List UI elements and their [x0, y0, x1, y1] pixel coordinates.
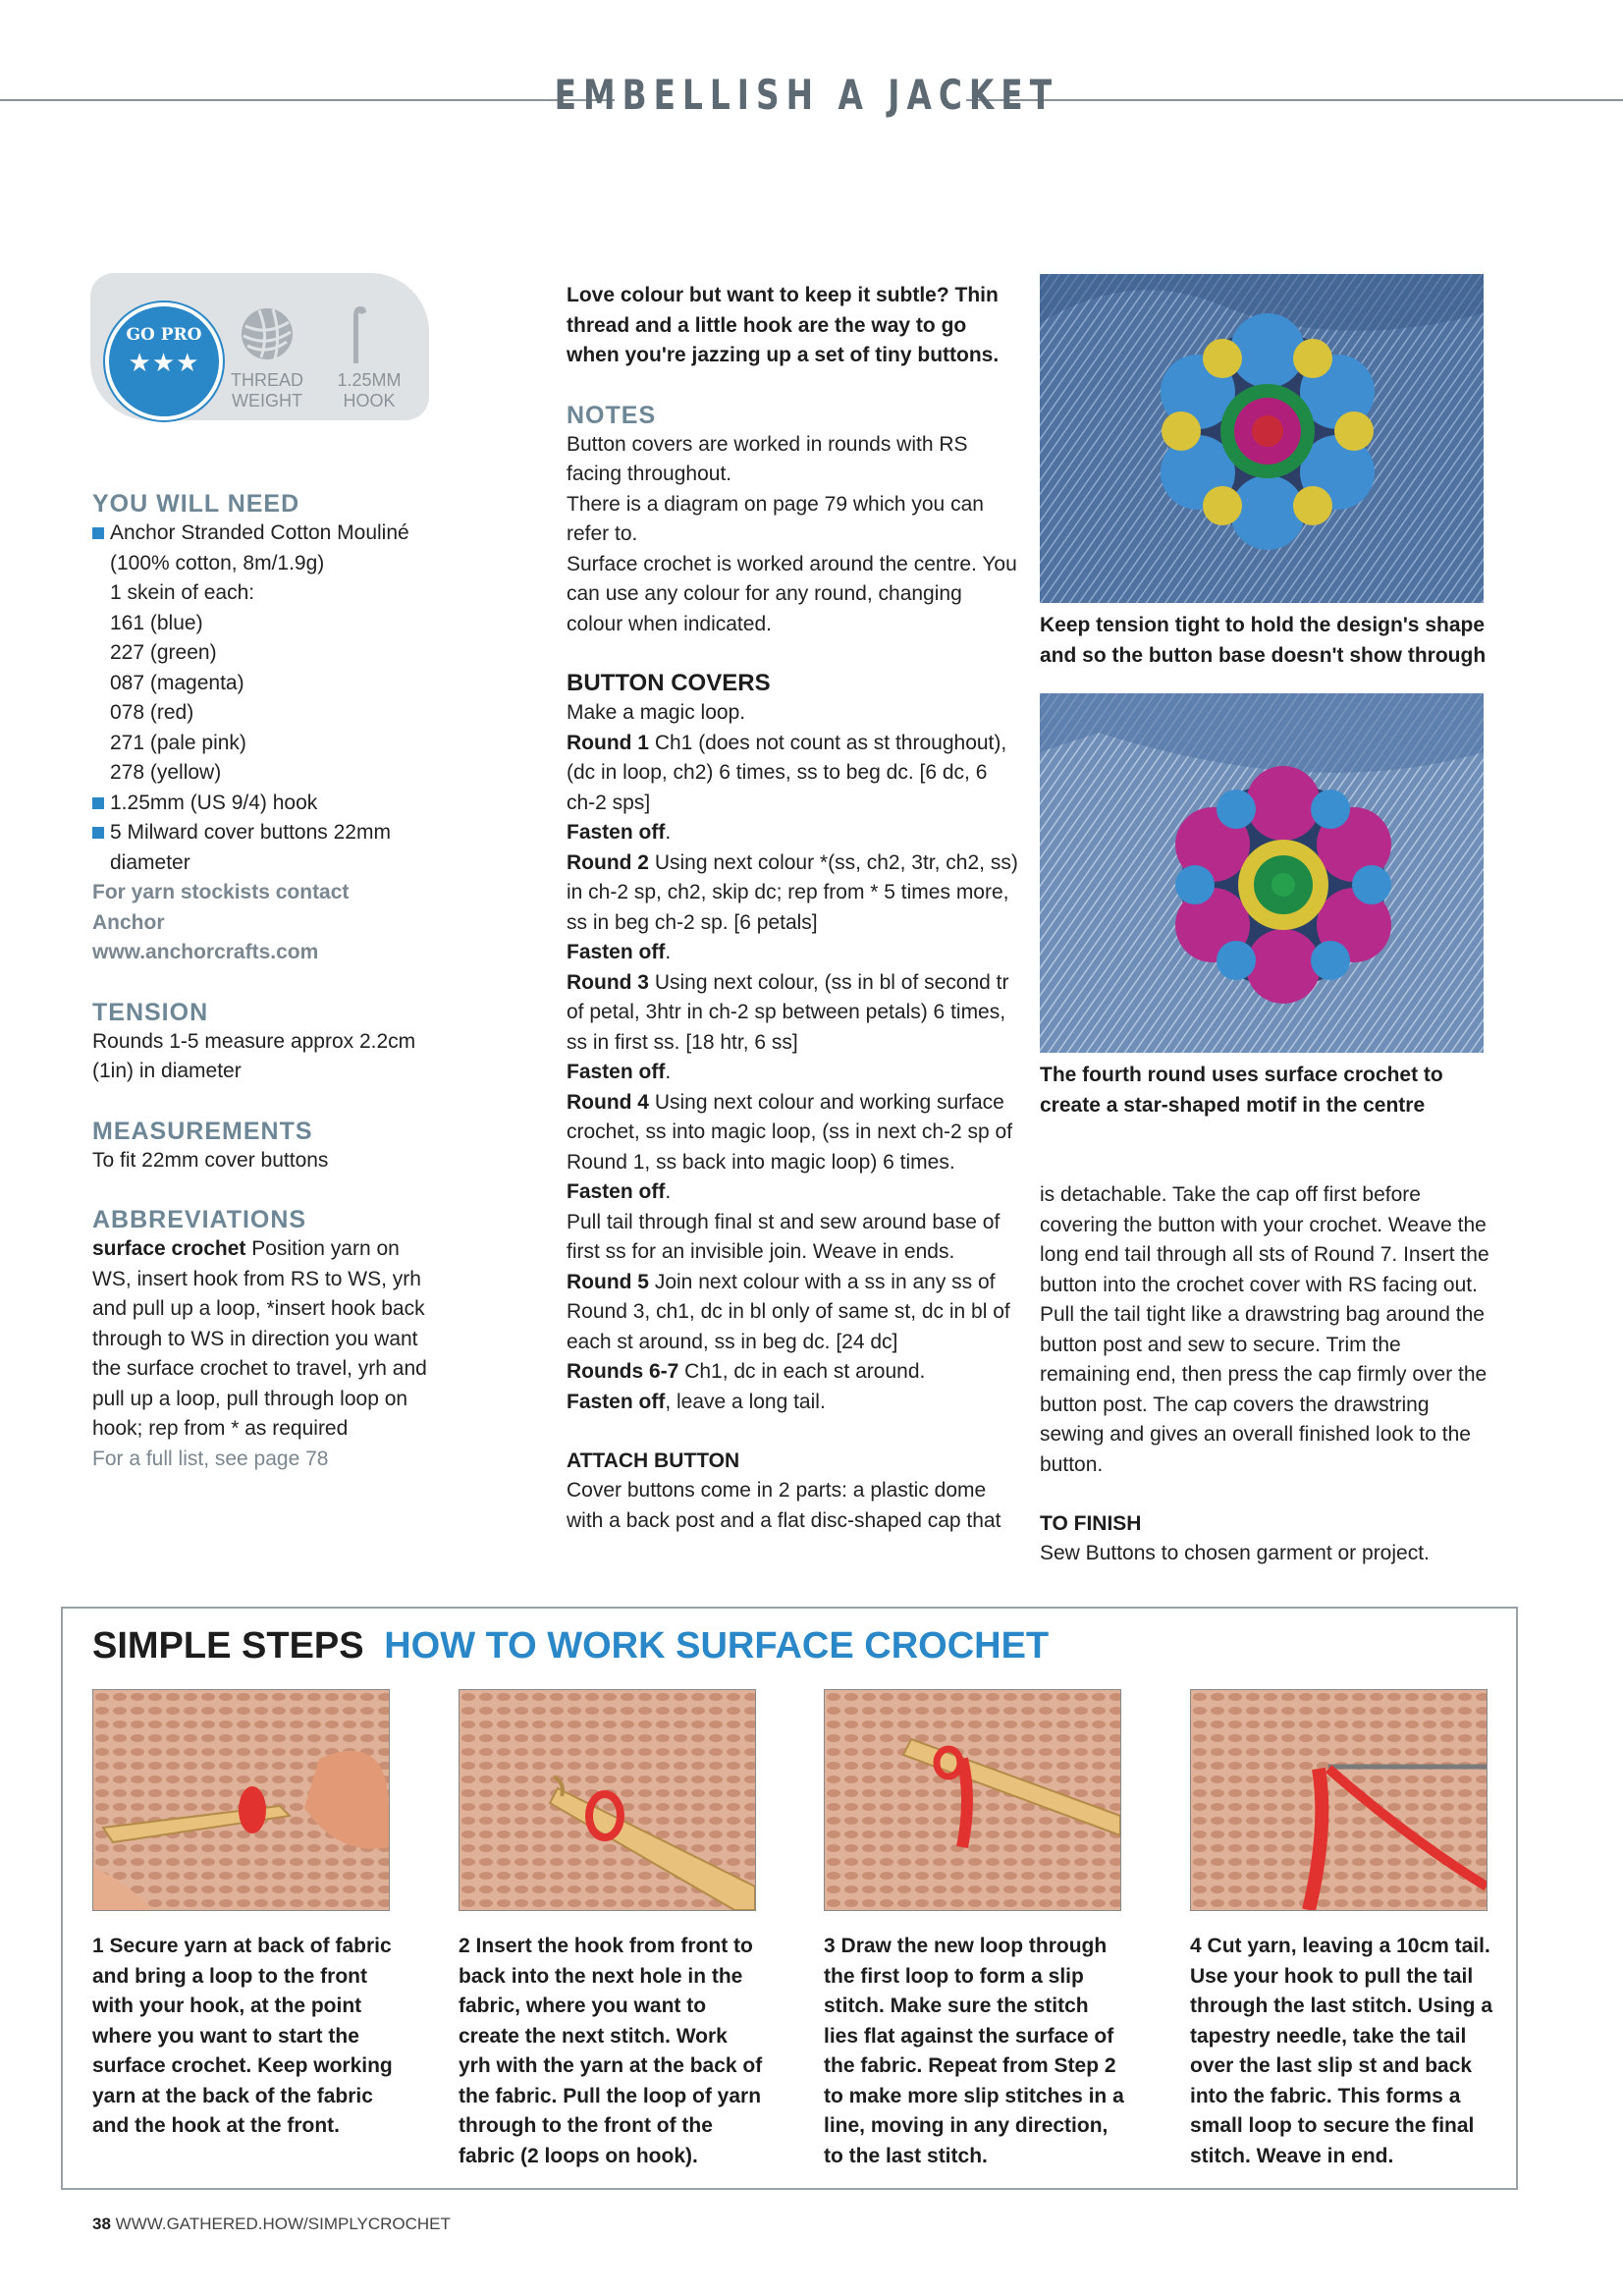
page-title: EMBELLISH A JACKET: [554, 71, 1059, 119]
yarn-ball-icon: [240, 306, 295, 361]
measurements-text: To fit 22mm cover buttons: [92, 1148, 329, 1172]
round-1: Round 1 Ch1 (does not count as st throughout), (dc in loop, ch2) 6 times, ss to beg dc. [6 dc, 6 ch-2 sps]: [567, 731, 1007, 814]
middle-column: [567, 281, 1018, 1536]
colour-item: 161 (blue): [110, 611, 203, 634]
left-column: [92, 489, 441, 1474]
measurements-heading: MEASUREMENTS: [92, 1117, 313, 1145]
hook-size-label: 1.25MM HOOK: [337, 370, 402, 410]
notes-text: There is a diagram on page 79 which you can refer to.: [567, 492, 984, 545]
intro-text: Love colour but want to keep it subtle? Thin thread and a little hook are the way to go when you're jazzing up a set of tiny buttons.: [567, 284, 1000, 366]
step-text-4: 4 Cut yarn, leaving a 10cm tail. Use your hook to pull the tail through the last stitch. Using a tapestry needle, take the tail over the last slip st and back into the fabric. This forms a small loop to secure the final stitch. Weave in end.: [1190, 1935, 1493, 2167]
fasten-off: Fasten off.: [567, 1180, 672, 1203]
to-finish-heading: TO FINISH: [1040, 1512, 1142, 1535]
round-4: Round 4 Using next colour and working surface crochet, ss into magic loop, (ss in next ch-2 sp of Round 1, ss back into magic loop) 6 times.: [567, 1090, 1013, 1174]
fasten-off: Fasten off.: [567, 1061, 672, 1083]
page-footer: [92, 2214, 451, 2234]
round-5: Round 5 Join next colour with a ss in any ss of Round 3, ch1, dc in bl only of same st, dc in bl of each st around, ss in beg dc. [24 dc]: [567, 1270, 1010, 1353]
steps-title-b: HOW TO WORK SURFACE CROCHET: [384, 1625, 1050, 1667]
skein-note: 1 skein of each:: [110, 581, 255, 604]
button-photo-blue: [1040, 274, 1484, 603]
step-image-1: [92, 1689, 390, 1911]
go-pro-badge: [105, 302, 223, 420]
button-photo-pink: [1040, 693, 1484, 1053]
step-image-3: [824, 1689, 1121, 1911]
attach-button-continued: is detachable. Take the cap off first before covering the button with your crochet. Weave the long end tail through all sts of Round 7. Insert the button into the crochet cover with RS facing out. Pull the tail tight like a drawstring bag around the button post and sew to secure. Trim the remaining end, then press the cap firmly over the button post. The cap covers the drawstring sewing and gives an overall finished look to the button.: [1040, 1183, 1489, 1476]
attach-button-heading: ATTACH BUTTON: [567, 1449, 740, 1472]
step-image-4: [1190, 1689, 1488, 1911]
step-text-2: 2 Insert the hook from front to back into the next hole in the fabric, where you want to create the next stitch. Work yrh with the yarn at the back of the fabric. Pull the loop of yarn through to the front of the fabric (2 loops on hook).: [459, 1935, 763, 2167]
go-pro-label: GO PRO: [126, 325, 202, 345]
photo-caption-2: The fourth round uses surface crochet to create a star-shaped motif in the centre: [1040, 1064, 1443, 1117]
colour-item: 271 (pale pink): [110, 731, 246, 754]
abbreviation-term: surface crochet: [92, 1237, 246, 1260]
step-text-1: 1 Secure yarn at back of fabric and bring a loop to the front with your hook, at the point where you want to start the surface crochet. Keep working yarn at the back of the fabric and the hook at the front.: [92, 1935, 393, 2137]
full-list-link[interactable]: For a full list, see page 78: [92, 1447, 329, 1470]
steps-title-a: SIMPLE STEPS: [92, 1625, 364, 1667]
fasten-off: Fasten off.: [567, 821, 672, 844]
you-will-need-heading: YOU WILL NEED: [92, 490, 300, 518]
tension-heading: TENSION: [92, 998, 209, 1026]
pattern-start: Make a magic loop.: [567, 701, 746, 724]
colour-item: 227 (green): [110, 641, 217, 664]
to-finish-text: Sew Buttons to chosen garment or project.: [1040, 1542, 1430, 1564]
fasten-off-final: Fasten off, leave a long tail.: [567, 1390, 826, 1413]
materials-item: 5 Milward cover buttons 22mm diameter: [92, 818, 441, 878]
thread-weight-label: THREAD WEIGHT: [230, 370, 303, 410]
tension-text: Rounds 1-5 measure approx 2.2cm (1in) in diameter: [92, 1029, 416, 1082]
colour-item: 278 (yellow): [110, 761, 222, 784]
button-covers-heading: BUTTON COVERS: [567, 670, 771, 696]
abbreviation-definition: Position yarn on WS, insert hook from RS to WS, yrh and pull up a loop, *insert hook back through to WS in direction you want the surface crochet to travel, yrh and pull up a loop, pull through loop on hook; rep from * as required: [92, 1237, 427, 1440]
step-text-3: 3 Draw the new loop through the first loop to form a slip stitch. Make sure the stitch lies flat against the surface of the fabric. Repeat from Step 2 to make more slip stitches in a line, moving in any direction, to the last stitch.: [824, 1935, 1124, 2167]
round-2: Round 2 Using next colour *(ss, ch2, 3tr, ch2, ss) in ch-2 sp, ch2, skip dc; rep from * 5 times more, ss in beg ch-2 sp. [6 petals]: [567, 850, 1018, 934]
round-3: Round 3 Using next colour, (ss in bl of second tr of petal, 3htr in ch-2 sp between petals) 6 times, ss in first ss. [18 htr, 6 ss]: [567, 970, 1009, 1054]
right-column: [1040, 1180, 1491, 1569]
rounds-6-7: Rounds 6-7 Ch1, dc in each st around.: [567, 1360, 926, 1383]
steps-title: [92, 1622, 1049, 1669]
colour-item: 087 (magenta): [110, 671, 244, 694]
colour-item: 078 (red): [110, 701, 194, 724]
notes-text: Button covers are worked in rounds with RS facing throughout.: [567, 432, 968, 485]
attach-button-text: Cover buttons come in 2 parts: a plastic dome with a back post and a flat disc-shaped cap that: [567, 1479, 1001, 1532]
abbreviation-entry: [92, 1234, 441, 1445]
footer-url[interactable]: WWW.GATHERED.HOW/SIMPLYCROCHET: [115, 2214, 451, 2233]
page-number: 38: [92, 2214, 111, 2233]
join-note: Pull tail through final st and sew around base of first ss for an invisible join. Weave in ends.: [567, 1210, 1001, 1263]
stockists-note: For yarn stockists contact Anchor www.anchorcrafts.com: [92, 881, 350, 963]
notes-heading: NOTES: [567, 401, 657, 429]
abbreviations-heading: ABBREVIATIONS: [92, 1206, 307, 1233]
step-image-2: [459, 1689, 756, 1911]
photo-caption-1: Keep tension tight to hold the design's shape and so the button base doesn't show through: [1040, 614, 1487, 667]
notes-text: Surface crochet is worked around the centre. You can use any colour for any round, changing colour when indicated.: [567, 552, 1017, 635]
materials-item: Anchor Stranded Cotton Mouliné (100% cotton, 8m/1.9g): [92, 519, 441, 578]
star-rating-icon: ★★★: [128, 348, 200, 377]
materials-item: 1.25mm (US 9/4) hook: [92, 789, 441, 819]
hook-icon: [346, 302, 371, 365]
fasten-off: Fasten off.: [567, 941, 672, 963]
